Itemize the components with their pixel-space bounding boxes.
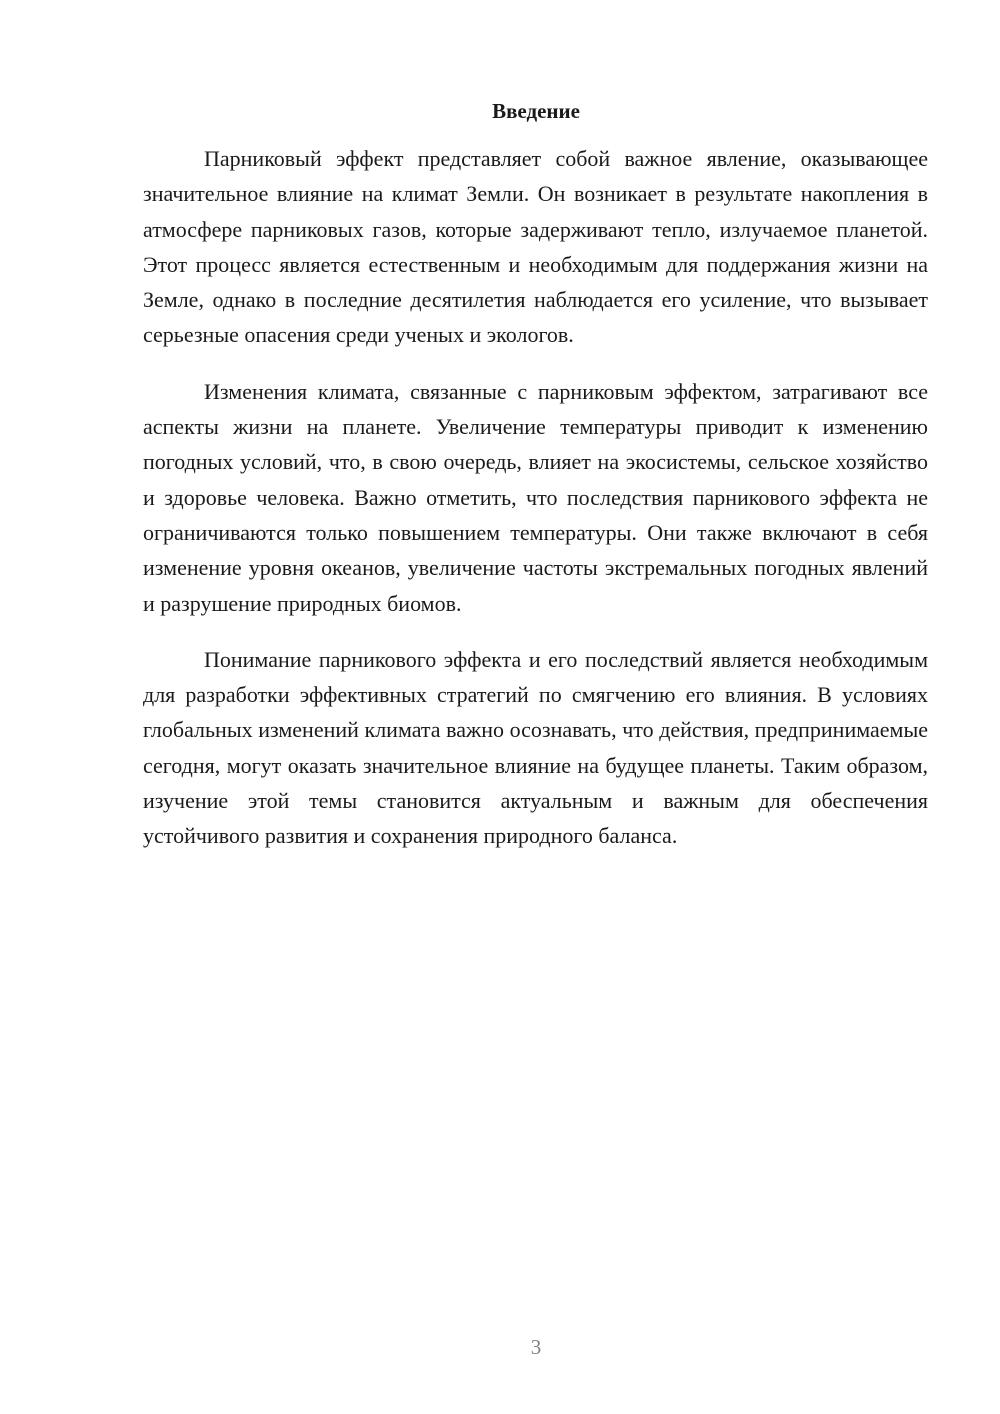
paragraph-1: Парниковый эффект представляет собой важное явление, оказывающее значительное влияние на климат Земли. Он возникает в результате накопления в атмосфере парниковых газов, которые задерживают тепло, излучаемое планетой. Этот процесс является естественным и необходимым для поддержания жизни на Земле, однако в последние десятилетия наблюдается его усиление, что вызывает серьезные опасения среди ученых и экологов. [143,146,928,348]
paragraph-3: Понимание парникового эффекта и его последствий является необходимым для разработки эффективных стратегий по смягчению его влияния. В условиях глобальных изменений климата важно осознавать, что действия, предпринимаемые сегодня, могут оказать значительное влияние на будущее планеты. Таким образом, изучение этой темы становится актуальным и важным для обеспечения устойчивого развития и сохранения природного баланса. [143,646,928,849]
body-text [143,141,928,875]
paragraph-2: Изменения климата, связанные с парниковым эффектом, затрагивают все аспекты жизни на планете. Увеличение температуры приводит к изменению погодных условий, что, в свою очередь, влияет на экосистемы, сельское хозяйство и здоровье человека. Важно отметить, что последствия парникового эффекта не ограничиваются только повышением температуры. Они также включают в себя изменение уровня океанов, увеличение частоты экстремальных погодных явлений и разрушение природных биомов. [143,378,928,616]
section-heading: Введение [492,99,580,123]
page-number: 3 [530,1335,542,1359]
